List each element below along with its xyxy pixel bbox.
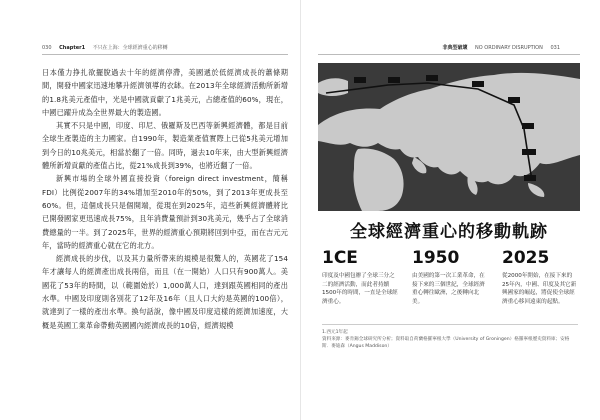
book-title-en: NO ORDINARY DISRUPTION xyxy=(475,45,543,51)
notes-rule xyxy=(322,324,578,325)
era-column-1ce xyxy=(322,248,398,322)
marker-2025 xyxy=(522,149,536,155)
era-column-1950 xyxy=(412,248,488,322)
chapter-label: Chapter1 xyxy=(59,45,86,51)
era-description: 由美國的第一次工業革命，在接下來的三個世紀，全球經濟重心轉往歐洲，之後轉向北美。 xyxy=(412,273,485,305)
era-year: 1950 xyxy=(412,248,460,268)
note-line: 1.西元1年起 xyxy=(322,330,348,335)
marker-2000 xyxy=(508,97,520,103)
economic-center-map xyxy=(318,63,580,211)
chapter-title: 不只在上海：全球經濟重心的移轉 xyxy=(92,45,168,51)
page-gutter xyxy=(300,0,301,420)
era-column-2025 xyxy=(502,248,578,322)
marker-1990 xyxy=(472,81,484,87)
left-header-rule xyxy=(42,54,288,55)
marker-1950 xyxy=(354,77,366,83)
figure-notes xyxy=(322,324,578,350)
left-running-header xyxy=(42,44,168,51)
marker-1960 xyxy=(388,77,400,83)
marker-1980 xyxy=(426,75,438,81)
figure-title-banner xyxy=(318,214,580,244)
map-graphic xyxy=(318,63,580,211)
figure-title: 全球經濟重心的移動軌跡 xyxy=(350,221,548,242)
right-page-number: 031 xyxy=(550,45,560,51)
era-description: 印度及中國包辦了全球三分之二的經濟活動，而此者持續1500年的時間，一直是全球經濟重心。 xyxy=(322,273,398,305)
paragraph: 其實不只是中國，印度、印尼、俄羅斯及巴西等新興經濟體，都是目前全球生產製造的主力國家。自1990年，製造業產值實際上已從5兆美元增加到今日的10兆美元，相當於翻了一倍。同時，過去10年來，由大型新興經濟體所新增貢獻的產值占比，從21%成長到39%，也將近翻了一倍。 xyxy=(42,121,288,171)
paragraph: 經濟成長的步伐，以及其力量所帶來的規模是很驚人的，英國花了154年才讓每人的經濟產出成長兩倍，而且（在一開始）人口只有900萬人。美國花了53年的時間，以（範圍始於）1,000萬人口，達到跟英國相同的產出水準。中國及印度則各別花了12年及16年（且人口大約是英國的100倍），就達到了一樣的產出水準。換句話說，像中國及印度這樣的經濟加速度，大概是英國工業革命帶動英國國內經濟成長的10倍，經濟規模 xyxy=(42,254,288,330)
paragraph: 新興市場的全球外國直接投資（foreign direct investment，簡稱FDI）比例從2007年的34%增加至2010年的50%，到了2013年更成長至60%。但，這個成長只是個開端，從現在到2025年，這些新興經濟體將比已開發國家更迅速成長75%，且年消費量預計到30兆美元，幾乎占了全球消費總量的一半。到了2025年，世界的經濟重心預期將回到中亞，而在吉元元年，當時的經濟重心就在它的北方。 xyxy=(42,174,288,250)
greenland-landmass xyxy=(318,78,348,96)
era-description: 從2000年開始，在接下來的25年內，中國、印度及其它新興國家的崛起，將促使全球經濟重心移回遠東的起點。 xyxy=(502,273,577,305)
right-running-header xyxy=(436,44,560,51)
body-text xyxy=(42,66,288,332)
era-year: 1CE xyxy=(322,248,358,268)
note-line: 資料來源：麥肯錫全球研究所分析；資料取自荷蘭格羅寧根大學（University of Groningen）格羅寧根歷史資料庫；安格斯．麥迪森（Angus Maddison） xyxy=(322,337,570,349)
paragraph: 日本僅力挣扎欲擺脫過去十年的經濟停滯，美國遞於低經濟成長的蕭條期間，開發中國家迅速地攀升經濟領導的衣缽。在2013年全球經濟活動所新增的1.8兆美元產值中，光是中國就貢獻了1兆美元，占總產值的60%，現在，中國已躍升成為全世界最大的製造國。 xyxy=(42,68,288,117)
era-columns xyxy=(322,248,578,322)
left-page-number: 030 xyxy=(42,45,52,51)
book-title: 非典型破壞 xyxy=(442,45,468,51)
era-year: 2025 xyxy=(502,248,550,268)
right-header-rule xyxy=(318,54,580,55)
marker-2010 xyxy=(522,123,534,129)
marker-1CE xyxy=(524,175,536,181)
